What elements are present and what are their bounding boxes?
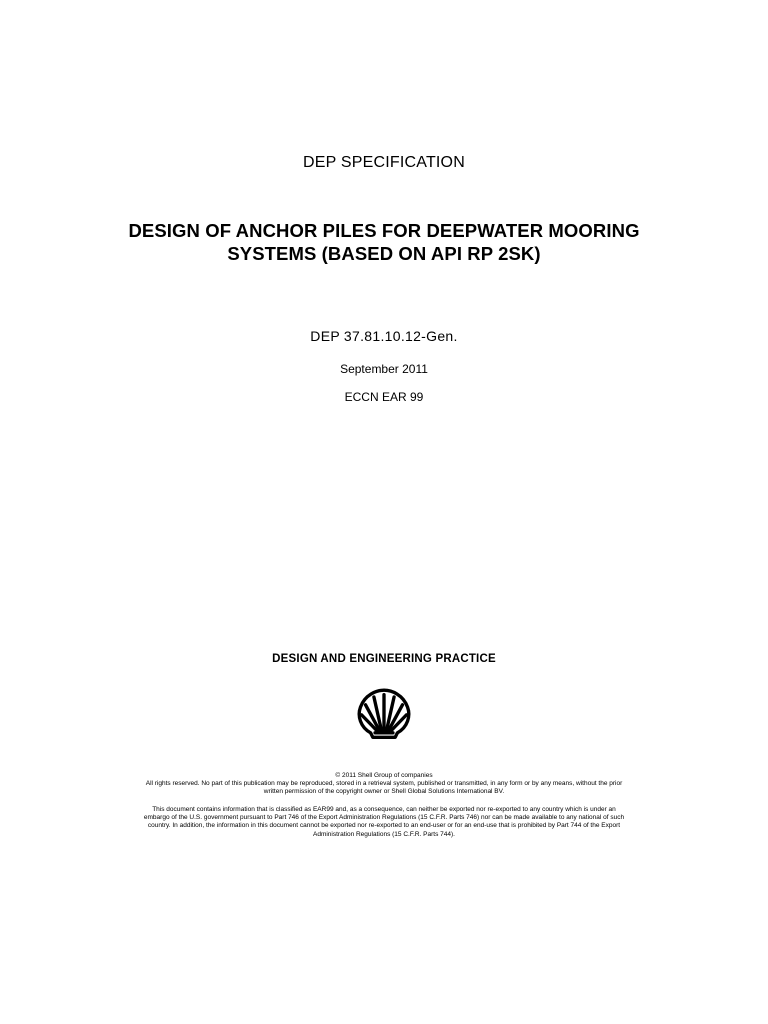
- document-number: DEP 37.81.10.12-Gen.: [310, 328, 458, 344]
- spec-type-heading: DEP SPECIFICATION: [303, 154, 465, 171]
- eccn-classification: ECCN EAR 99: [344, 390, 424, 404]
- document-title-line-2: SYSTEMS (BASED ON API RP 2SK): [227, 243, 541, 264]
- document-date: September 2011: [340, 362, 428, 376]
- document-title-line-1: DESIGN OF ANCHOR PILES FOR DEEPWATER MOORING: [128, 220, 640, 241]
- export-line-4: Administration Regulations (15 C.F.R. Parts 744).: [313, 830, 455, 838]
- document-title: [0, 219, 768, 265]
- export-line-3: country. In addition, the information in this document cannot be exported nor re-exported to an end-user or for an end-use that is prohibited by Part 744 of the Export: [147, 822, 621, 830]
- export-line-2: embargo of the U.S. government pursuant to Part 746 of the Export Administration Regulations (15 C.F.R. Parts 746) nor can be made available to any national of such: [143, 814, 625, 822]
- export-line-1: This document contains information that is classified as EAR99 and, as a consequence, can neither be exported nor re-exported to any country which is under an: [152, 806, 616, 813]
- legal-copyright-block: [0, 772, 768, 797]
- shell-logo-icon: [356, 688, 412, 744]
- copyright-line: © 2011 Shell Group of companies: [335, 772, 433, 779]
- export-notice-block: [96, 806, 672, 839]
- rights-line-2: written permission of the copyright owner or Shell Global Solutions International BV.: [263, 788, 505, 796]
- practice-label: DESIGN AND ENGINEERING PRACTICE: [272, 653, 496, 665]
- rights-line-1: All rights reserved. No part of this publication may be reproduced, stored in a retrieval system, published or transmitted, in any form or by any means, without the prior: [145, 780, 623, 788]
